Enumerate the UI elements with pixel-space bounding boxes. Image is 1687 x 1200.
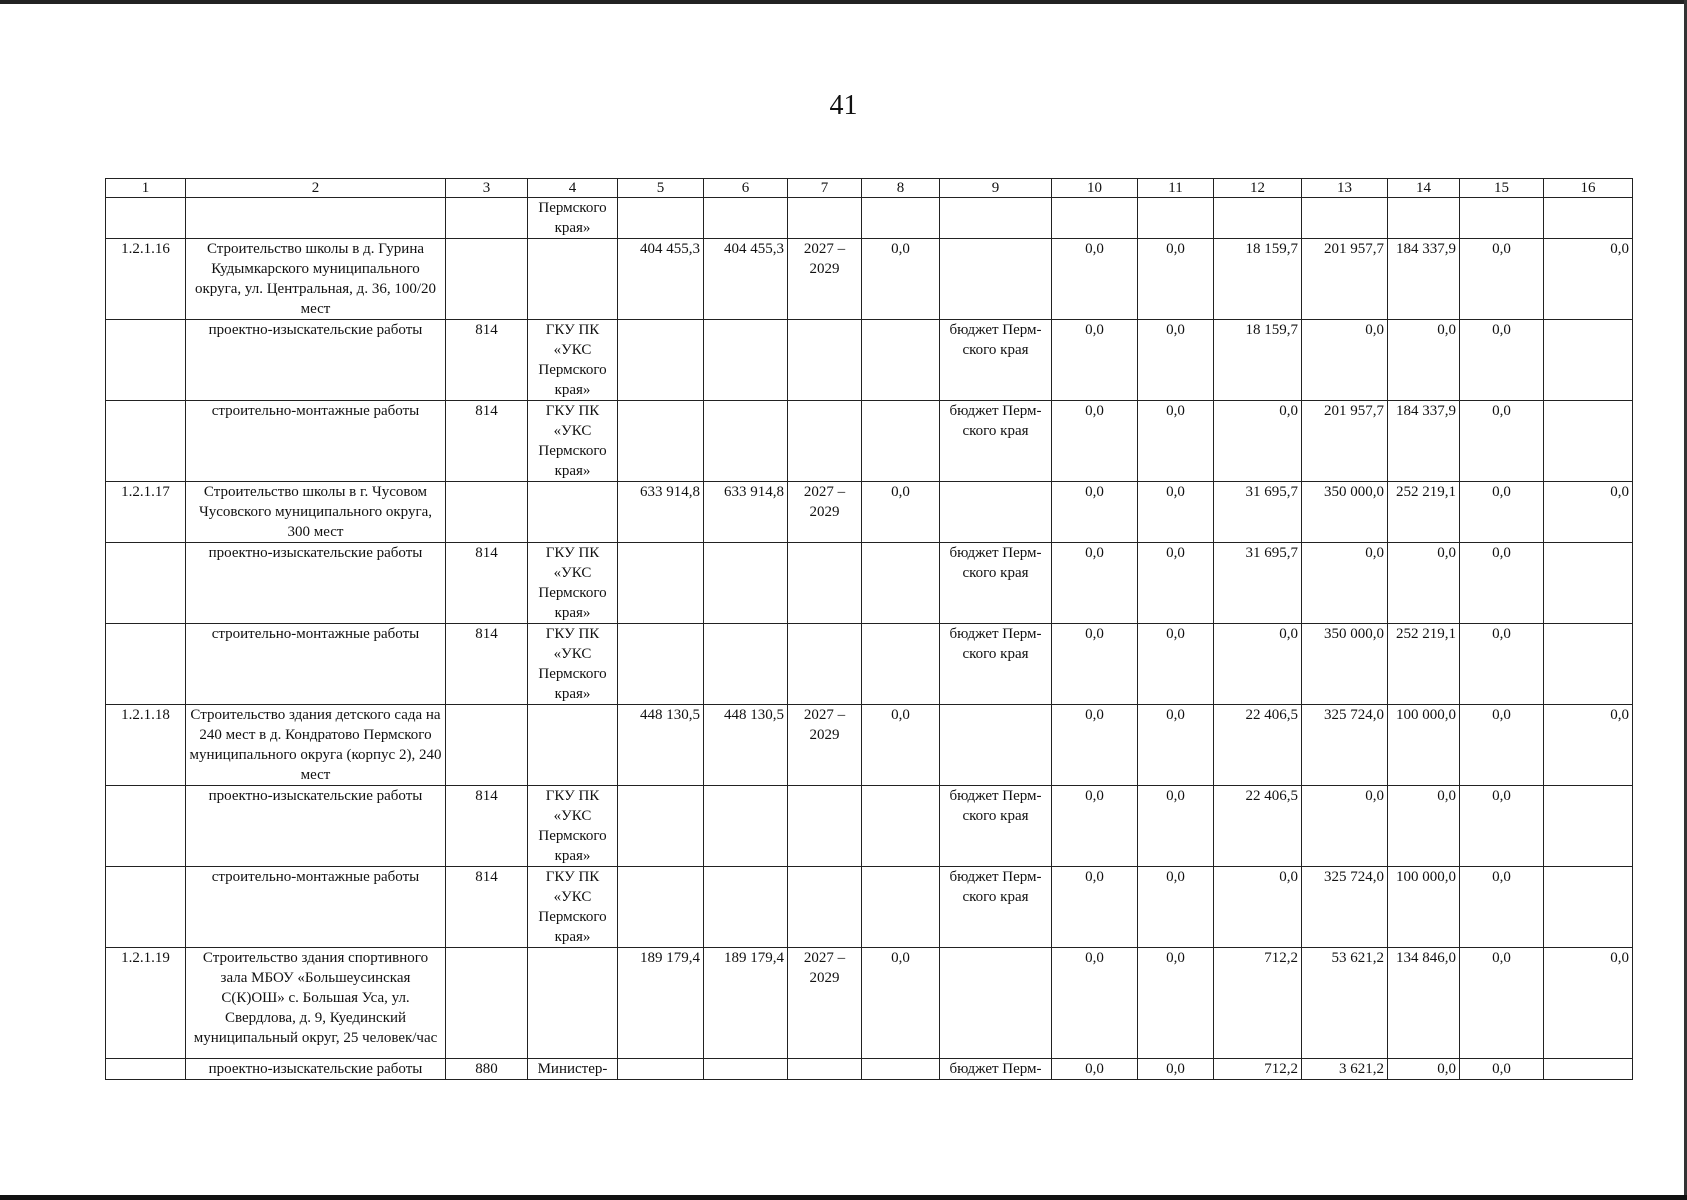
table-cell xyxy=(1138,198,1214,239)
table-cell: 0,0 xyxy=(1214,867,1302,948)
table-cell xyxy=(862,401,940,482)
table-row xyxy=(106,482,1633,543)
table-cell: 0,0 xyxy=(1138,786,1214,867)
table-cell: 0,0 xyxy=(1052,320,1138,401)
table-cell xyxy=(940,239,1052,320)
table-cell: 0,0 xyxy=(1460,239,1544,320)
table-cell: 0,0 xyxy=(862,239,940,320)
table-cell: 0,0 xyxy=(862,948,940,1059)
table-header-row xyxy=(106,179,1633,198)
table-cell: 325 724,0 xyxy=(1302,867,1388,948)
table-cell: Пермского края» xyxy=(528,198,618,239)
table-cell xyxy=(704,867,788,948)
table-cell xyxy=(940,948,1052,1059)
table-cell: 184 337,9 xyxy=(1388,239,1460,320)
table-cell: бюджет Перм-ского края xyxy=(940,867,1052,948)
table-cell xyxy=(618,624,704,705)
table-cell: 0,0 xyxy=(1460,1059,1544,1080)
table-cell xyxy=(528,948,618,1059)
table-row xyxy=(106,543,1633,624)
budget-table xyxy=(105,178,1633,1080)
table-cell: 1.2.1.18 xyxy=(106,705,186,786)
table-cell: 2027 – 2029 xyxy=(788,948,862,1059)
table-cell: ГКУ ПК «УКС Пермского края» xyxy=(528,786,618,867)
column-header: 13 xyxy=(1302,179,1388,198)
table-row xyxy=(106,198,1633,239)
table-cell: 189 179,4 xyxy=(618,948,704,1059)
table-cell: 0,0 xyxy=(1052,705,1138,786)
table-cell xyxy=(106,320,186,401)
table-cell: 134 846,0 xyxy=(1388,948,1460,1059)
table-cell xyxy=(1544,543,1633,624)
table-cell xyxy=(704,543,788,624)
table-cell xyxy=(788,624,862,705)
table-cell xyxy=(862,786,940,867)
table-cell: 325 724,0 xyxy=(1302,705,1388,786)
table-cell: строительно-монтажные работы xyxy=(186,624,446,705)
table-cell: 31 695,7 xyxy=(1214,482,1302,543)
table-cell: 0,0 xyxy=(1460,320,1544,401)
table-cell: строительно-монтажные работы xyxy=(186,867,446,948)
table-cell: 0,0 xyxy=(1052,543,1138,624)
table-cell: 0,0 xyxy=(1138,401,1214,482)
table-cell: проектно-изыскательские работы xyxy=(186,543,446,624)
table-cell xyxy=(788,1059,862,1080)
table-cell xyxy=(788,543,862,624)
table-cell xyxy=(618,1059,704,1080)
table-cell: 18 159,7 xyxy=(1214,320,1302,401)
table-cell xyxy=(704,198,788,239)
table-cell xyxy=(446,948,528,1059)
table-cell: Строительство здания детского сада на 240 мест в д. Кондратово Пермского муниципального округа (корпус 2), 240 мест xyxy=(186,705,446,786)
table-cell: 22 406,5 xyxy=(1214,786,1302,867)
table-cell: 0,0 xyxy=(1544,482,1633,543)
table-cell: Министер- xyxy=(528,1059,618,1080)
table-cell xyxy=(704,320,788,401)
table-cell: ГКУ ПК «УКС Пермского края» xyxy=(528,320,618,401)
table-cell: 633 914,8 xyxy=(618,482,704,543)
table-cell: Строительство школы в г. Чусовом Чусовского муниципального округа, 300 мест xyxy=(186,482,446,543)
table-cell: ГКУ ПК «УКС Пермского края» xyxy=(528,624,618,705)
column-header: 2 xyxy=(186,179,446,198)
table-cell xyxy=(940,705,1052,786)
table-cell: 189 179,4 xyxy=(704,948,788,1059)
table-cell: 404 455,3 xyxy=(704,239,788,320)
table-cell: 0,0 xyxy=(1138,948,1214,1059)
table-cell: 0,0 xyxy=(1138,239,1214,320)
table-cell xyxy=(1302,198,1388,239)
table-cell: 712,2 xyxy=(1214,948,1302,1059)
table-cell xyxy=(106,786,186,867)
table-cell: 100 000,0 xyxy=(1388,705,1460,786)
table-cell: 100 000,0 xyxy=(1388,867,1460,948)
table-cell: Строительство школы в д. Гурина Кудымкарского муниципального округа, ул. Центральная, д. 36, 100/20 мест xyxy=(186,239,446,320)
table-cell: строительно-монтажные работы xyxy=(186,401,446,482)
table-cell xyxy=(1544,867,1633,948)
column-header: 16 xyxy=(1544,179,1633,198)
table-cell: 31 695,7 xyxy=(1214,543,1302,624)
table-cell: 0,0 xyxy=(1052,786,1138,867)
table-cell xyxy=(862,543,940,624)
table-cell: 814 xyxy=(446,786,528,867)
table-cell: 814 xyxy=(446,867,528,948)
table-cell xyxy=(788,867,862,948)
table-cell xyxy=(1544,786,1633,867)
table-cell: 0,0 xyxy=(1302,543,1388,624)
table-cell: 1.2.1.19 xyxy=(106,948,186,1059)
table-cell: 0,0 xyxy=(862,705,940,786)
table-cell: 0,0 xyxy=(1138,320,1214,401)
table-cell: 0,0 xyxy=(1138,1059,1214,1080)
table-row xyxy=(106,624,1633,705)
table-cell: 0,0 xyxy=(1460,543,1544,624)
table-cell: 201 957,7 xyxy=(1302,239,1388,320)
column-header: 1 xyxy=(106,179,186,198)
table-cell: 0,0 xyxy=(1460,482,1544,543)
table-cell: 633 914,8 xyxy=(704,482,788,543)
table-cell xyxy=(618,786,704,867)
table-cell: 2027 – 2029 xyxy=(788,705,862,786)
table-cell: 350 000,0 xyxy=(1302,624,1388,705)
table-row xyxy=(106,705,1633,786)
table-cell xyxy=(862,320,940,401)
table-cell xyxy=(446,705,528,786)
table-cell: 252 219,1 xyxy=(1388,624,1460,705)
table-cell xyxy=(446,198,528,239)
table-row xyxy=(106,948,1633,1059)
table-cell: 1.2.1.16 xyxy=(106,239,186,320)
table-cell: 880 xyxy=(446,1059,528,1080)
table-cell xyxy=(862,624,940,705)
table-cell xyxy=(618,543,704,624)
column-header: 9 xyxy=(940,179,1052,198)
table-cell xyxy=(1460,198,1544,239)
table-cell: 0,0 xyxy=(1544,948,1633,1059)
table-cell: ГКУ ПК «УКС Пермского края» xyxy=(528,401,618,482)
table-cell xyxy=(528,705,618,786)
table-cell xyxy=(528,239,618,320)
table-cell: 0,0 xyxy=(1460,705,1544,786)
table-cell xyxy=(940,482,1052,543)
table-cell xyxy=(106,543,186,624)
table-cell xyxy=(1388,198,1460,239)
column-header: 14 xyxy=(1388,179,1460,198)
page-bottom-edge xyxy=(0,1195,1687,1200)
table-cell: 184 337,9 xyxy=(1388,401,1460,482)
column-header: 15 xyxy=(1460,179,1544,198)
table-cell xyxy=(940,198,1052,239)
table-cell: 0,0 xyxy=(1388,320,1460,401)
table-cell xyxy=(704,1059,788,1080)
table-cell: 1.2.1.17 xyxy=(106,482,186,543)
table-cell xyxy=(704,786,788,867)
table-cell xyxy=(788,786,862,867)
table-cell: ГКУ ПК «УКС Пермского края» xyxy=(528,867,618,948)
table-cell xyxy=(788,320,862,401)
table-cell: 0,0 xyxy=(1052,482,1138,543)
table-cell: 0,0 xyxy=(1138,624,1214,705)
table-cell xyxy=(862,198,940,239)
table-cell: 0,0 xyxy=(1302,786,1388,867)
table-row xyxy=(106,239,1633,320)
table-cell: 0,0 xyxy=(1052,1059,1138,1080)
table-cell: 252 219,1 xyxy=(1388,482,1460,543)
table-row xyxy=(106,401,1633,482)
table-row xyxy=(106,867,1633,948)
table-cell: 0,0 xyxy=(1052,624,1138,705)
table-cell xyxy=(106,624,186,705)
table-cell xyxy=(1544,1059,1633,1080)
table-cell: 2027 – 2029 xyxy=(788,482,862,543)
table-cell: бюджет Перм-ского края xyxy=(940,543,1052,624)
table-cell xyxy=(1544,320,1633,401)
table-cell: 448 130,5 xyxy=(618,705,704,786)
table-cell: 0,0 xyxy=(1052,401,1138,482)
table-cell: 448 130,5 xyxy=(704,705,788,786)
table-cell: 0,0 xyxy=(1052,867,1138,948)
table-cell: 0,0 xyxy=(1388,543,1460,624)
table-cell: 0,0 xyxy=(1214,401,1302,482)
table-cell: проектно-изыскательские работы xyxy=(186,320,446,401)
table-cell: 0,0 xyxy=(1460,786,1544,867)
table-cell: бюджет Перм-ского края xyxy=(940,320,1052,401)
table-cell xyxy=(106,198,186,239)
table-cell: 814 xyxy=(446,624,528,705)
column-header: 5 xyxy=(618,179,704,198)
table-cell: бюджет Перм-ского края xyxy=(940,786,1052,867)
column-header: 4 xyxy=(528,179,618,198)
table-cell: 814 xyxy=(446,543,528,624)
table-cell: 0,0 xyxy=(1460,867,1544,948)
table-cell xyxy=(186,198,446,239)
table-cell xyxy=(106,401,186,482)
table-cell xyxy=(788,198,862,239)
table-cell: 0,0 xyxy=(1460,948,1544,1059)
table-cell xyxy=(446,482,528,543)
table-cell xyxy=(862,867,940,948)
table-cell: 814 xyxy=(446,401,528,482)
table-cell: 0,0 xyxy=(1052,948,1138,1059)
table-cell: 814 xyxy=(446,320,528,401)
table-body xyxy=(106,179,1633,1080)
table-cell: 0,0 xyxy=(1460,401,1544,482)
table-cell: ГКУ ПК «УКС Пермского края» xyxy=(528,543,618,624)
table-cell: 0,0 xyxy=(1138,705,1214,786)
table-row xyxy=(106,786,1633,867)
table-cell: бюджет Перм-ского края xyxy=(940,624,1052,705)
table-cell: 0,0 xyxy=(862,482,940,543)
table-cell: проектно-изыскательские работы xyxy=(186,1059,446,1080)
table-cell: Строительство здания спортивного зала МБОУ «Большеусинская С(К)ОШ» с. Большая Уса, ул. Свердлова, д. 9, Куединский муниципальный округ, 25 человек/час xyxy=(186,948,446,1059)
table-cell xyxy=(446,239,528,320)
table-cell: 404 455,3 xyxy=(618,239,704,320)
table-cell xyxy=(106,1059,186,1080)
column-header: 3 xyxy=(446,179,528,198)
table-cell xyxy=(788,401,862,482)
table-cell xyxy=(1052,198,1138,239)
table-cell: 2027 – 2029 xyxy=(788,239,862,320)
table-cell: 22 406,5 xyxy=(1214,705,1302,786)
table-cell xyxy=(704,624,788,705)
table-cell xyxy=(618,320,704,401)
table-cell: бюджет Перм- xyxy=(940,1059,1052,1080)
table-cell: 0,0 xyxy=(1388,1059,1460,1080)
table-row xyxy=(106,1059,1633,1080)
table-cell: 53 621,2 xyxy=(1302,948,1388,1059)
column-header: 6 xyxy=(704,179,788,198)
table-cell: проектно-изыскательские работы xyxy=(186,786,446,867)
column-header: 11 xyxy=(1138,179,1214,198)
table-row xyxy=(106,320,1633,401)
column-header: 10 xyxy=(1052,179,1138,198)
table-cell xyxy=(704,401,788,482)
table-cell: 0,0 xyxy=(1302,320,1388,401)
table-cell: 0,0 xyxy=(1138,543,1214,624)
table-cell: 0,0 xyxy=(1388,786,1460,867)
table-cell xyxy=(1544,624,1633,705)
table-cell: 0,0 xyxy=(1138,482,1214,543)
page-number: 41 xyxy=(829,90,858,121)
table-cell xyxy=(618,401,704,482)
table-cell xyxy=(528,482,618,543)
table-cell: 0,0 xyxy=(1214,624,1302,705)
table-cell: 712,2 xyxy=(1214,1059,1302,1080)
page-top-edge xyxy=(0,0,1687,4)
table-cell xyxy=(1544,198,1633,239)
column-header: 12 xyxy=(1214,179,1302,198)
column-header: 8 xyxy=(862,179,940,198)
table-cell xyxy=(106,867,186,948)
table-cell: 0,0 xyxy=(1460,624,1544,705)
table-cell xyxy=(1544,401,1633,482)
table-cell: 350 000,0 xyxy=(1302,482,1388,543)
table-cell: 0,0 xyxy=(1544,705,1633,786)
table-cell: 3 621,2 xyxy=(1302,1059,1388,1080)
table-cell: 18 159,7 xyxy=(1214,239,1302,320)
column-header: 7 xyxy=(788,179,862,198)
table-cell: 201 957,7 xyxy=(1302,401,1388,482)
table-cell: 0,0 xyxy=(1544,239,1633,320)
table-cell: 0,0 xyxy=(1052,239,1138,320)
table-cell xyxy=(618,867,704,948)
table-cell: 0,0 xyxy=(1138,867,1214,948)
table-cell xyxy=(618,198,704,239)
table-cell xyxy=(862,1059,940,1080)
table-cell: бюджет Перм-ского края xyxy=(940,401,1052,482)
table-cell xyxy=(1214,198,1302,239)
